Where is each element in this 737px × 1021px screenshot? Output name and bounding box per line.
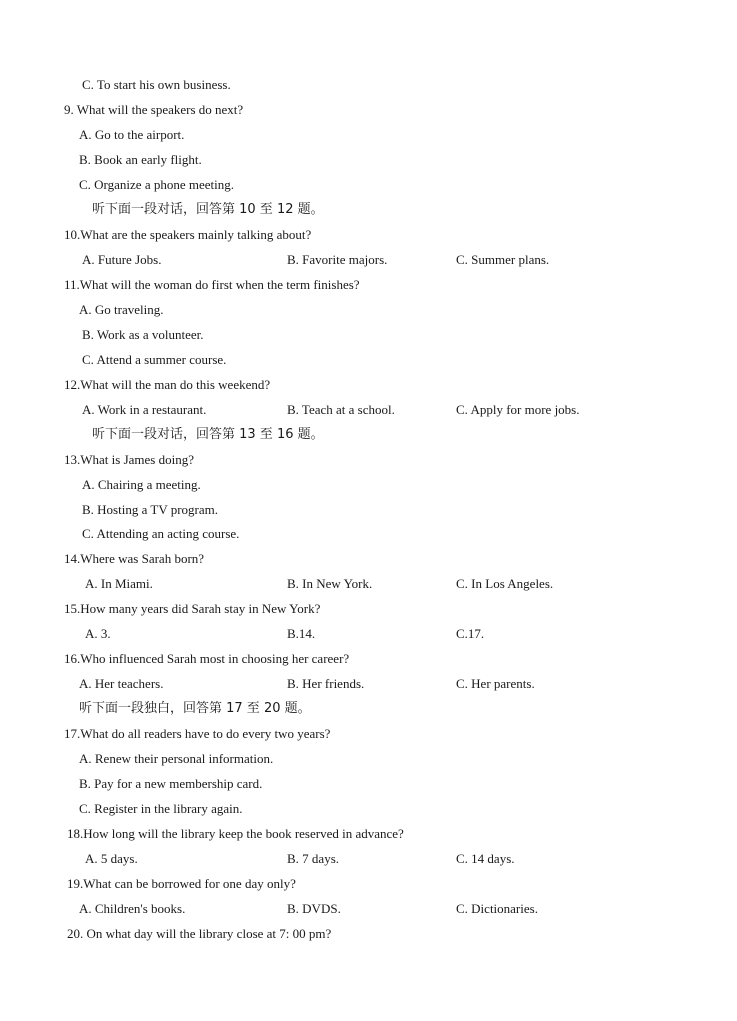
- q11-option-c: C. Attend a summer course.: [82, 352, 227, 367]
- q14-options-row: [0, 574, 737, 594]
- section-instruction-17-20: 听下面一段独白，回答第 17 至 20 题。: [79, 701, 311, 716]
- q10-option-a: A. Future Jobs.: [82, 252, 162, 267]
- q9-option-b: B. Book an early flight.: [79, 152, 202, 167]
- q15-option-a: A. 3.: [85, 626, 111, 641]
- q17-option-c: C. Register in the library again.: [79, 801, 243, 816]
- q8-option-c: C. To start his own business.: [82, 77, 231, 92]
- q9-option-a: A. Go to the airport.: [79, 127, 185, 142]
- q19-option-b: B. DVDS.: [287, 901, 341, 916]
- q18-option-c: C. 14 days.: [456, 851, 515, 866]
- q14-question: 14.Where was Sarah born?: [64, 551, 205, 566]
- section-instruction-10-12: 听下面一段对话，回答第 10 至 12 题。: [92, 202, 324, 217]
- q9-question: 9. What will the speakers do next?: [64, 102, 244, 117]
- q13-option-b: B. Hosting a TV program.: [82, 502, 219, 517]
- q16-option-b: B. Her friends.: [287, 676, 365, 691]
- q17-option-a: A. Renew their personal information.: [79, 751, 274, 766]
- q15-options-row: [0, 624, 737, 644]
- q18-option-a: A. 5 days.: [85, 851, 138, 866]
- q14-option-c: C. In Los Angeles.: [456, 576, 554, 591]
- q16-option-a: A. Her teachers.: [79, 676, 164, 691]
- q18-options-row: [0, 849, 737, 869]
- q17-option-b: B. Pay for a new membership card.: [79, 776, 263, 791]
- q19-option-c: C. Dictionaries.: [456, 901, 538, 916]
- q12-option-a: A. Work in a restaurant.: [82, 402, 207, 417]
- q19-options-row: [0, 899, 737, 919]
- q10-option-c: C. Summer plans.: [456, 252, 550, 267]
- q12-option-c: C. Apply for more jobs.: [456, 402, 580, 417]
- q9-option-c: C. Organize a phone meeting.: [79, 177, 234, 192]
- q13-question: 13.What is James doing?: [64, 452, 194, 467]
- q12-question: 12.What will the man do this weekend?: [64, 377, 271, 392]
- q18-question: 18.How long will the library keep the book reserved in advance?: [67, 826, 404, 841]
- section-instruction-13-16: 听下面一段对话，回答第 13 至 16 题。: [92, 427, 324, 442]
- q11-option-b: B. Work as a volunteer.: [82, 327, 204, 342]
- q14-option-b: B. In New York.: [287, 576, 373, 591]
- q11-option-a: A. Go traveling.: [79, 302, 164, 317]
- q15-question: 15.How many years did Sarah stay in New York?: [64, 601, 321, 616]
- q16-question: 16.Who influenced Sarah most in choosing her career?: [64, 651, 350, 666]
- q18-option-b: B. 7 days.: [287, 851, 339, 866]
- q11-question: 11.What will the woman do first when the term finishes?: [64, 277, 360, 292]
- q14-option-a: A. In Miami.: [85, 576, 153, 591]
- q10-options-row: [0, 250, 737, 270]
- q12-options-row: [0, 400, 737, 420]
- q15-option-c: C.17.: [456, 626, 485, 641]
- q16-options-row: [0, 674, 737, 694]
- q13-option-a: A. Chairing a meeting.: [82, 477, 201, 492]
- q17-question: 17.What do all readers have to do every two years?: [64, 726, 331, 741]
- q10-question: 10.What are the speakers mainly talking about?: [64, 227, 312, 242]
- q20-question: 20. On what day will the library close at 7: 00 pm?: [67, 926, 332, 941]
- q16-option-c: C. Her parents.: [456, 676, 535, 691]
- q10-option-b: B. Favorite majors.: [287, 252, 388, 267]
- q15-option-b: B.14.: [287, 626, 316, 641]
- q19-option-a: A. Children's books.: [79, 901, 186, 916]
- q12-option-b: B. Teach at a school.: [287, 402, 395, 417]
- q13-option-c: C. Attending an acting course.: [82, 526, 240, 541]
- q19-question: 19.What can be borrowed for one day only?: [67, 876, 296, 891]
